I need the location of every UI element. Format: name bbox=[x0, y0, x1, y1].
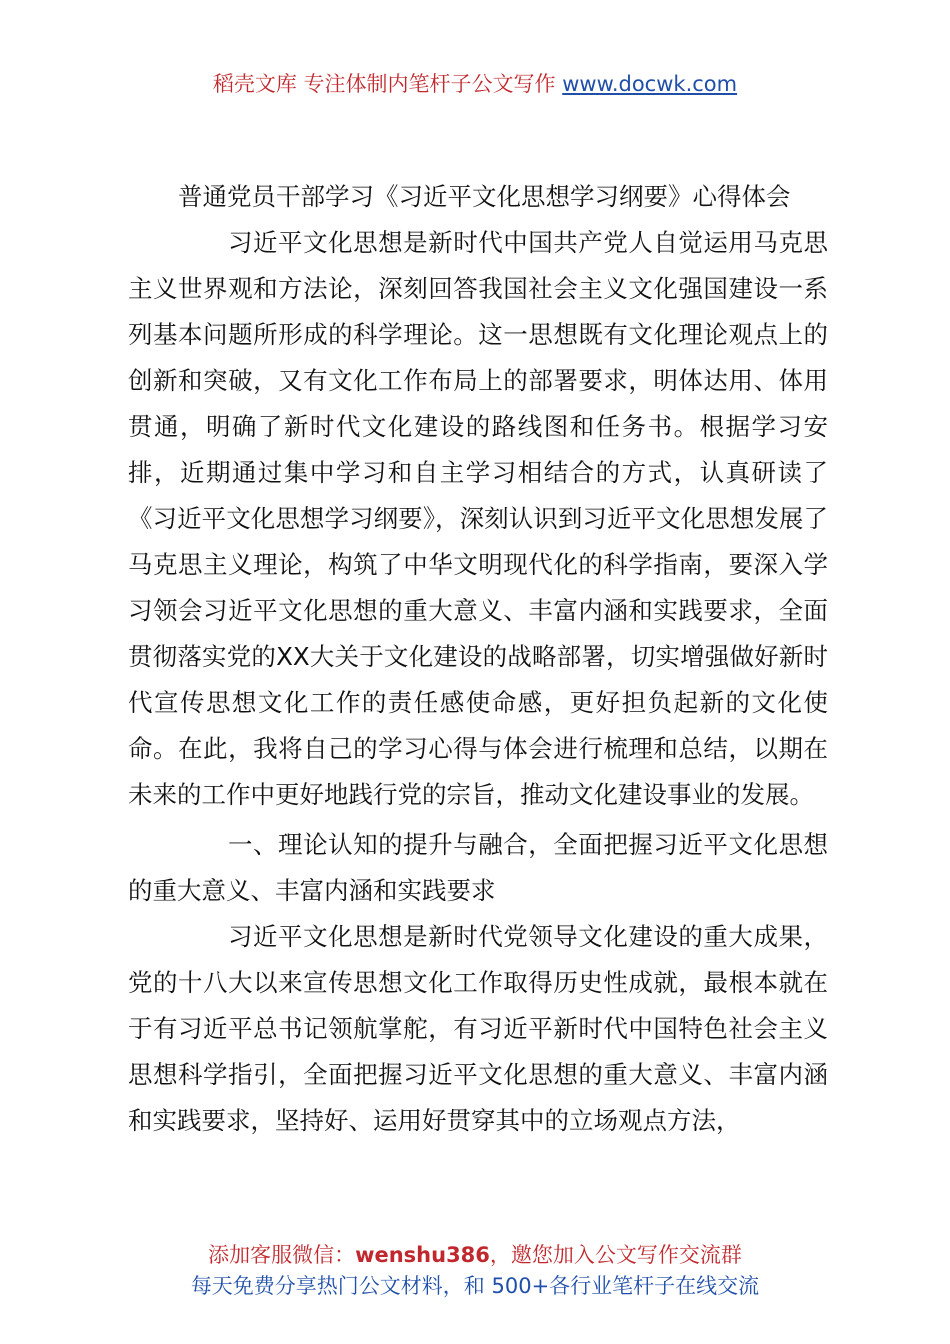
section-1-paragraph: 习近平文化思想是新时代党领导文化建设的重大成果，党的十八大以来宣传思想文化工作取得历史性成就，最根本就在于有习近平总书记领航掌舵，有习近平新时代中国特色社会主义思想科学指引，全面把握习近平文化思想的重大意义、丰富内涵和实践要求，坚持好、运用好贯穿其中的立场观点方法， bbox=[128, 922, 828, 1135]
document-title: 普通党员干部学习《习近平文化思想学习纲要》心得体会 bbox=[178, 182, 791, 211]
header-brand-text: 稻壳文库 专注体制内笔杆子公文写作 bbox=[212, 72, 563, 96]
footer-contact-suffix: ，邀您加入公文写作交流群 bbox=[489, 1243, 742, 1267]
section-heading-1: 一、理论认知的提升与融合，全面把握习近平文化思想的重大意义、丰富内涵和实践要求 bbox=[128, 830, 828, 905]
page-footer bbox=[0, 1240, 950, 1302]
document-body bbox=[128, 174, 828, 1144]
header-website-link[interactable]: www.docwk.com bbox=[562, 72, 738, 96]
page-header bbox=[0, 68, 950, 100]
footer-promo-line: 每天免费分享热门公文材料，和 500+各行业笔杆子在线交流 bbox=[190, 1274, 760, 1298]
footer-contact-prefix: 添加客服微信： bbox=[208, 1243, 356, 1267]
intro-paragraph: 习近平文化思想是新时代中国共产党人自觉运用马克思主义世界观和方法论，深刻回答我国社会主义文化强国建设一系列基本问题所形成的科学理论。这一思想既有文化理论观点上的创新和突破，又有文化工作布局上的部署要求，明体达用、体用贯通，明确了新时代文化建设的路线图和任务书。根据学习安排，近期通过集中学习和自主学习相结合的方式，认真研读了《习近平文化思想学习纲要》，深刻认识到习近平文化思想发展了马克思主义理论，构筑了中华文明现代化的科学指南，要深入学习领会习近平文化思想的重大意义、丰富内涵和实践要求，全面贯彻落实党的XX大关于文化建设的战略部署，切实增强做好新时代宣传思想文化工作的责任感使命感，更好担负起新的文化使命。在此，我将自己的学习心得与体会进行梳理和总结，以期在未来的工作中更好地践行党的宗旨，推动文化建设事业的发展。 bbox=[128, 228, 828, 809]
footer-wechat-id: wenshu386 bbox=[355, 1243, 490, 1267]
footer-contact-line bbox=[0, 1240, 950, 1271]
